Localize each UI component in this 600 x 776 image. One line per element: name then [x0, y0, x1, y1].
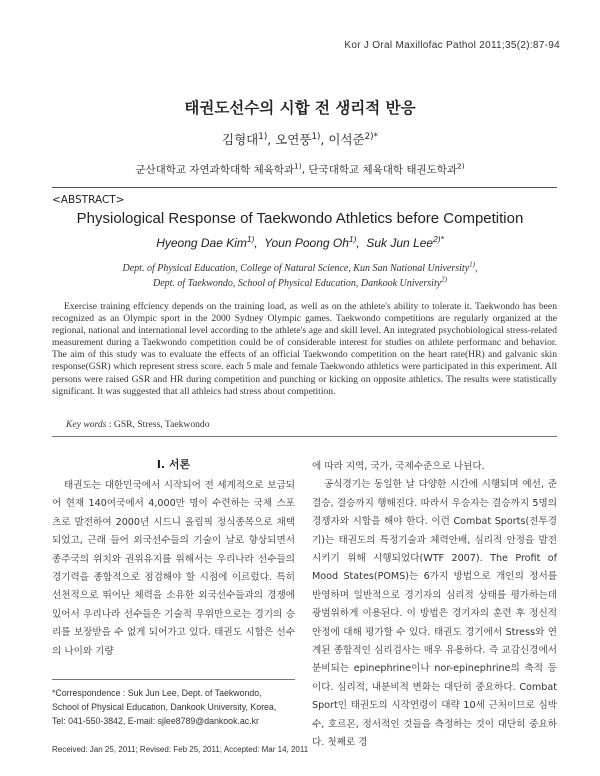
received-dates: Received: Jan 25, 2011; Revised: Feb 25, 2011; Accepted: Mar 14, 2011 — [52, 745, 309, 754]
footnote-line: Tel: 041-550-3842, E-mail: sjlee8789@dankook.ac.kr — [52, 716, 259, 726]
author-name: Hyeong Dae Kim — [156, 236, 247, 250]
divider-middle — [52, 436, 557, 437]
footnote-line: *Correspondence : Suk Jun Lee, Dept. of Taekwondo, — [52, 688, 262, 698]
footnote-rule — [52, 679, 295, 680]
korean-title: 태권도선수의 시합 전 생리적 반응 — [184, 99, 416, 117]
english-affiliation-1: Dept. of Physical Education, College of Natural Science, Kun San National University$^{1)}$, — [122, 260, 478, 274]
affiliation-superscript: 2) — [441, 275, 448, 284]
correspondence-footnote — [52, 686, 295, 728]
affiliation-text: Dept. of Taekwondo, School of Physical Education, Dankook University — [152, 278, 442, 289]
author-superscript: 1) — [348, 234, 357, 244]
intro-paragraph-continued: 에 따라 지역, 국가, 국제수준으로 나뉜다. — [312, 461, 485, 472]
affiliation-superscript: 1) — [294, 161, 302, 171]
author-name: 김형대 — [222, 132, 259, 147]
keywords — [66, 419, 210, 430]
english-title: Physiological Response of Taekwondo Athletics before Competition — [76, 210, 524, 227]
author-name: 이석준 — [328, 132, 365, 147]
affiliation-superscript: 2) — [457, 161, 465, 171]
english-authors: Hyeong Dae Kim$^{1)}$, Youn Poong Oh$^{1)}$, Suk Jun Lee$^{2)*}$ — [156, 234, 444, 250]
author-name: Youn Poong Oh — [264, 236, 349, 250]
footnote-line: School of Physical Education, Dankook University, Korea, — [52, 702, 277, 712]
korean-authors: 김형대$^{1)}$, 오연풍$^{1)}$, 이석준$^{2)*}$ — [222, 131, 378, 147]
abstract-paragraph: Exercise training effciency depends on the training load, as well as on the athlete's ability to tolerate it. Taekwondo has been recognized as an Olympic sport in the 2000 Sydney Olympic games. Taekwondo competitions are regularly organized at the regional, national and international level according to the athlete's age and skill level. An integrated psychobiological stress-related measurement during a Taekwondo competition could be of considerable interest for studies on athlete performanc and behavior. The aim of this study was to evaluate the effects of an official Taekwondo competition on the heart rate(HR) and galvanic skin response(GSR) which represent stress score. each 5 male and female Taekwondo athletics were participated in this experiment. All persons were raised GSR and HR during competition and punching or kicking on opposite athletics. The results were statistically significant. It was suggested that all athleics had stress about competition. — [52, 301, 557, 397]
divider-top — [52, 187, 557, 188]
affiliation-superscript: 1) — [469, 260, 475, 269]
author-superscript: 1) — [246, 234, 255, 244]
affiliation-name: 단국대학교 체육대학 태권도학과 — [308, 164, 458, 176]
korean-affiliations: 군산대학교 자연과학대학 체육학과$^{1)}$, 단국대학교 체육대학 태권도학과$^{2)}$ — [135, 161, 465, 176]
author-superscript: 1) — [311, 131, 321, 142]
affiliation-name: 군산대학교 자연과학대학 체육학과 — [135, 164, 295, 176]
author-name: Suk Jun Lee — [366, 236, 434, 250]
section-heading: I. 서론 — [156, 458, 191, 471]
intro-paragraph: 태권도는 대한민국에서 시작되어 전 세계적으로 보급되어 현재 140여국에서 4,000만 명이 수련하는 국제 스포츠로 발전하여 2000년 시드니 올림픽 정식종목으로 채택되었고, 근래 들어 외국선수들의 기술이 날로 향상되면서 종주국의 위치와 권위유지를 위해서는 우리나라 선수들의 경기력을 종합적으로 점검해야 할 시점에 이르렀다. 특히 선천적으로 뛰어난 체력을 소유한 외국선수들과의 경쟁에 있어서 우리나라 선수들은 기술적 우위만으로는 경기의 승리를 보장받을 수 없게 되어가고 있다. 태권도 시합은 선수의 나이와 기량 — [52, 480, 295, 657]
affiliation-text: Dept. of Physical Education, College of Natural Science, Kun San National University — [122, 263, 470, 274]
intro-paragraph: 공식경기는 동일한 날 다양한 시간에 시행되며 예선, 준결승, 결승까지 행해진다. 따라서 우승자는 결승까지 5명의 경쟁자와 시합을 해야 한다. 이런 Combat Sports(전투경기)는 태권도의 특정기술과 체력안배, 심리적 안정을 발전시키기 위해 시행되었다(WTF 2007). The Profit of Mood States(POMS)는 6가지 방법으로 개인의 정서를 반영하며 일반적으로 경기자의 심리적 상태를 평가하는데 광범위하게 이용된다. 이 방법은 경기자의 훈련 후 정신적 안정에 대해 평가할 수 있다. 태권도 경기에서 Stress와 연계된 종합적인 심리검사는 매우 유용하다. 즉 교감신경에서 분비되는 epinephrine이나 nor-epinephrine의 축적 등 이다. 심리적, 내분비적 변화는 대단히 중요하다. Combat Sport인 태권도의 시작연령이 대략 10세 근처이므로 심박수, 호르몬, 정서적인 것들을 측정하는 것이 대단히 중요하다. 첫째로 경 — [312, 479, 557, 749]
left-column — [52, 477, 295, 661]
right-column — [312, 458, 557, 753]
author-superscript: 2)* — [364, 131, 378, 142]
keywords-label: Key words — [66, 419, 107, 430]
abstract-label: <ABSTRACT> — [52, 194, 125, 206]
author-superscript: 2)* — [433, 234, 444, 244]
abstract-body — [52, 301, 557, 398]
author-name: 오연풍 — [275, 132, 312, 147]
author-superscript: 1) — [258, 131, 268, 142]
keywords-list: : GSR, Stress, Taekwondo — [108, 419, 210, 430]
english-affiliation-2 — [0, 275, 600, 289]
journal-reference: Kor J Oral Maxillofac Pathol 2011;35(2):87-94 — [344, 40, 560, 51]
